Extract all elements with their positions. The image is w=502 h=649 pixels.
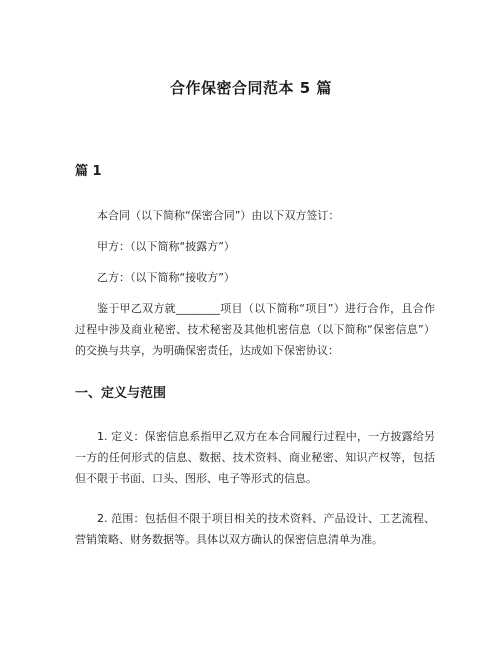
whereas-paragraph: 鉴于甲乙双方就________项目（以下简称“项目”）进行合作，且合作过程中涉及商业秘密、技术秘密及其他机密信息（以下简称“保密信息”）的交换与共享，为明确保密责任，达成如下保密协议： — [75, 302, 435, 357]
part-heading: 篇 1 — [75, 164, 102, 179]
party-b-line: 乙方：（以下简称“接收方”） — [97, 271, 235, 284]
party-a-line: 甲方：（以下简称“披露方”） — [97, 240, 235, 253]
section-heading: 一、定义与范围 — [75, 386, 167, 401]
definition-paragraph: 1. 定义：保密信息系指甲乙双方在本合同履行过程中，一方披露给另一方的任何形式的信息、数据、技术资料、商业秘密、知识产权等，包括但不限于书面、口头、图形、电子等形式的信息。 — [75, 430, 435, 485]
intro-paragraph: 本合同（以下简称“保密合同”）由以下双方签订： — [97, 209, 340, 222]
scope-paragraph: 2. 范围：包括但不限于项目相关的技术资料、产品设计、工艺流程、营销策略、财务数据等。具体以双方确认的保密信息清单为准。 — [75, 512, 435, 546]
document-title: 合作保密合同范本 5 篇 — [170, 79, 332, 97]
